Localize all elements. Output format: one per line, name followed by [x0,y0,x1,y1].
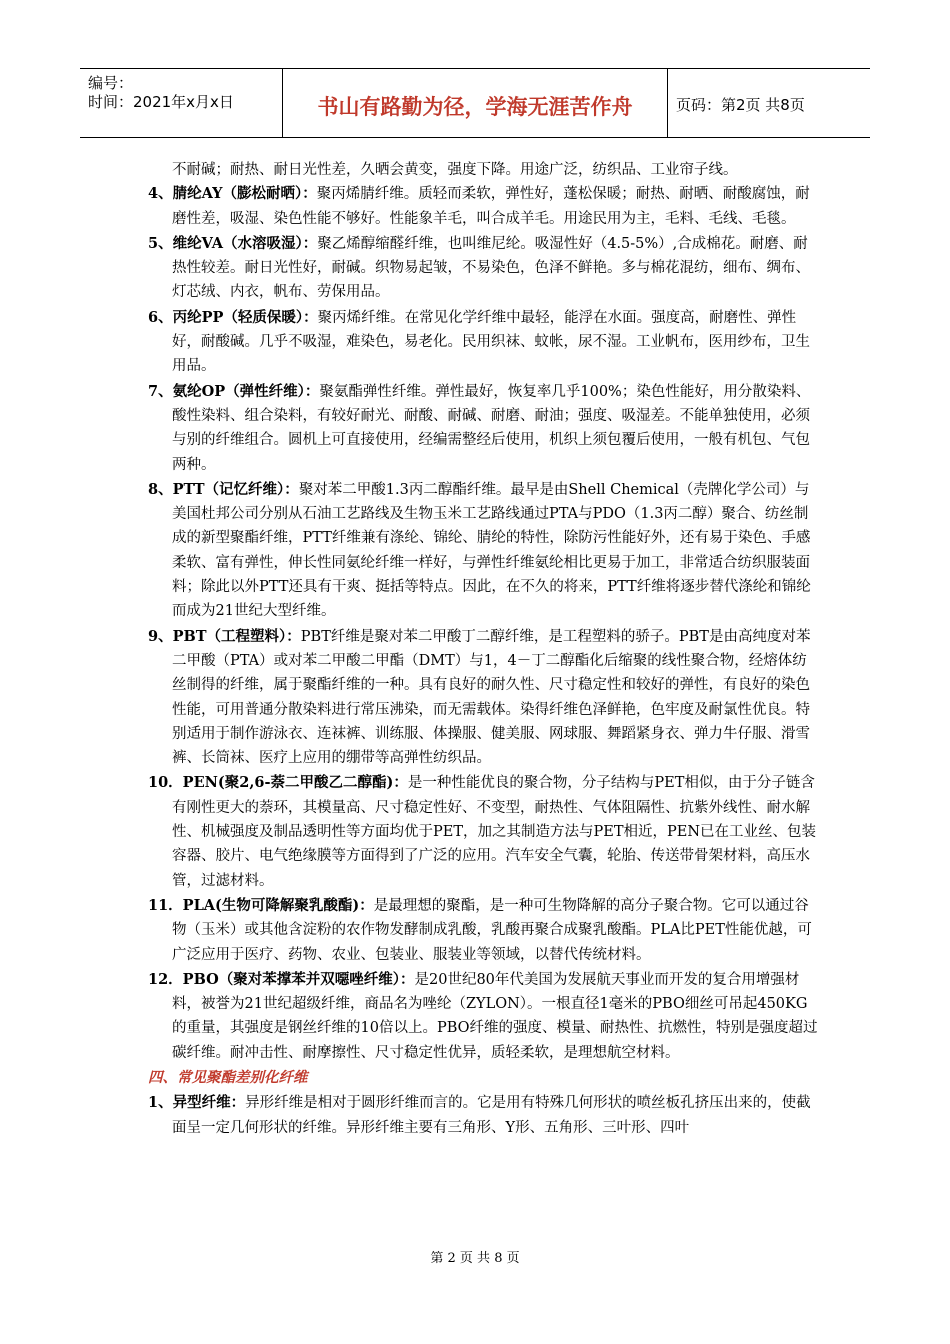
item-heading: 1、异型纤维： [148,1094,246,1112]
header-page-cell [668,69,870,137]
header-page-number: 页码：第2页 共8页 [676,96,805,114]
paragraph-text: 不耐碱；耐热、耐日光性差，久晒会黄变，强度下降。用途广泛，纺织品、工业帘子线。 [172,162,738,178]
page-header [80,68,870,138]
item-text: 聚氨酯弹性纤维。弹性最好，恢复率几乎100%；染色性能好，用分散染料、酸性染料、组合染料，有较好耐光、耐酸、耐碱、耐磨、耐油；强度、吸湿差。不能单独使用，必须与别的纤维组合。圆机上可直接使用，经编需整经后使用，机织上须包覆后使用，一般有机包、气包两种。 [172,383,811,473]
item-text: 异形纤维是相对于圆形纤维而言的。它是用有特殊几何形状的喷丝板孔挤压出来的，使截面呈一定几何形状的纤维。异形纤维主要有三角形、Y形、五角形、三叶形、四叶 [172,1095,811,1136]
item-heading: 6、丙纶PP（轻质保暖）： [148,308,318,326]
fiber-item-pbo [148,968,818,1065]
fiber-item-pbt [148,625,818,771]
fiber-item-polypropylene [148,306,818,379]
item-text: 聚丙烯纤维。在常见化学纤维中最轻，能浮在水面。强度高，耐磨性、弹性好，耐酸碱。几乎不吸湿，难染色，易老化。民用织袜、蚊帐，尿不湿。工业帆布，医用纱布，卫生用品。 [172,309,810,375]
fiber-item-spandex [148,380,818,477]
document-body [148,158,818,1141]
fiber-item-vinylon [148,232,818,305]
fiber-item-pen [148,771,818,892]
item-text: 是一种性能优良的聚合物，分子结构与PET相似，由于分子链含有刚性更大的萘环，其模量高、尺寸稳定性好、不变型，耐热性、气体阻隔性、抗紫外线性、耐水解性、机械强度及制品透明性等方面均优于PET，加之其制造方法与PET相近，PEN已在工业丝、包装容器、胶片、电气绝缘膜等方面得到了广泛的应用。汽车安全气囊，轮胎、传送带骨架材料，高压水管，过滤材料。 [172,775,817,889]
item-text: PBT纤维是聚对苯二甲酸丁二醇纤维，是工程塑料的骄子。PBT是由高纯度对苯二甲酸（PTA）或对苯二甲酸二甲酯（DMT）与1，4－丁二醇酯化后缩聚的线性聚合物，经熔体纺丝制得的纤维，属于聚酯纤维的一种。具有良好的耐久性、尺寸稳定性和较好的弹性，有良好的染色性能，可用普通分散染料进行常压沸染，而无需载体。染得纤维色泽鲜艳，色牢度及耐氯性优良。特别适用于制作游泳衣、连袜裤、训练服、体操服、健美服、网球服、舞蹈紧身衣、弹力牛仔服、滑雪裤、长筒袜、医疗上应用的绷带等高弹性纺织品。 [172,628,811,767]
fiber-item-profiled [148,1091,818,1140]
header-motto-cell [283,69,668,137]
item-text: 聚乙烯醇缩醛纤维，也叫维尼纶。吸湿性好（4.5-5%）,合成棉花。耐磨、耐热性较差。耐日光性好，耐碱。织物易起皱，不易染色，色泽不鲜艳。多与棉花混纺，细布、绸布、灯芯绒、内衣，帆布、劳保用品。 [172,235,810,301]
header-info-cell [80,69,283,137]
fiber-item-ptt [148,478,818,624]
page-footer: 第 2 页 共 8 页 [430,1251,520,1266]
item-heading: 5、维纶VA（水溶吸湿）： [148,234,318,252]
item-text: 聚对苯二甲酸1.3丙二醇酯纤维。最早是由Shell Chemical（壳牌化学公司）与美国杜邦公司分别从石油工艺路线及生物玉米工艺路线通过PTA与PDO（1.3丙二醇）聚合、纺丝制成的新型聚酯纤维，PTT纤维兼有涤纶、锦纶、腈纶的特性，除防污性能好外，还有易于染色、手感柔软、富有弹性，伸长性同氨纶纤维一样好，与弹性纤维氨纶相比更易于加工，非常适合纺织服装面料；除此以外PTT还具有干爽、挺括等特点。因此，在不久的将来，PTT纤维将逐步替代涤纶和锦纶而成为21世纪大型纤维。 [172,481,811,620]
document-number-label: 编号： [88,74,134,92]
item-heading: 11．PLA(生物可降解聚乳酸酯)： [148,896,374,914]
item-heading: 8、PTT（记忆纤维）： [148,480,299,498]
item-text: 是最理想的聚酯，是一种可生物降解的高分子聚合物。它可以通过谷物（玉米）或其他含淀粉的农作物发酵制成乳酸，乳酸再聚合成聚乳酸酯。PLA比PET性能优越，可广泛应用于医疗、药物、农业、包装业、服装业等领域，以替代传统材料。 [172,897,812,963]
section-heading: 四、常见聚酯差别化纤维 [148,1068,308,1086]
fiber-item-pla [148,894,818,967]
item-heading: 12．PBO（聚对苯撑苯并双噁唑纤维）： [148,970,415,988]
item-heading: 10．PEN(聚2,6-萘二甲酸乙二醇酯)： [148,774,408,792]
item-heading: 7、氨纶OP（弹性纤维）： [148,382,320,400]
header-motto: 书山有路勤为径，学海无涯苦作舟 [317,95,633,119]
document-date-label: 时间：2021年x月x日 [88,93,234,111]
item-text: 是20世纪80年代美国为发展航天事业而开发的复合用增强材料，被誉为21世纪超级纤维，商品名为唑纶（ZYLON）。一根直径1毫米的PBO细丝可吊起450KG的重量，其强度是钢丝纤维的10倍以上。PBO纤维的强度、模量、耐热性、抗燃性，特别是强度超过碳纤维。耐冲击性、耐摩擦性、尺寸稳定性优异，质轻柔软，是理想航空材料。 [172,971,818,1061]
fiber-item-acrylic [148,182,818,231]
item-heading: 4、腈纶AY（膨松耐晒）： [148,185,317,203]
paragraph-continuation [148,158,818,182]
item-text: 聚丙烯腈纤维。质轻而柔软，弹性好，蓬松保暖；耐热、耐晒、耐酸腐蚀，耐磨性差，吸湿、染色性能不够好。性能象羊毛，叫合成羊毛。用途民用为主，毛料、毛线、毛毯。 [172,186,810,227]
item-heading: 9、PBT（工程塑料）： [148,627,301,645]
